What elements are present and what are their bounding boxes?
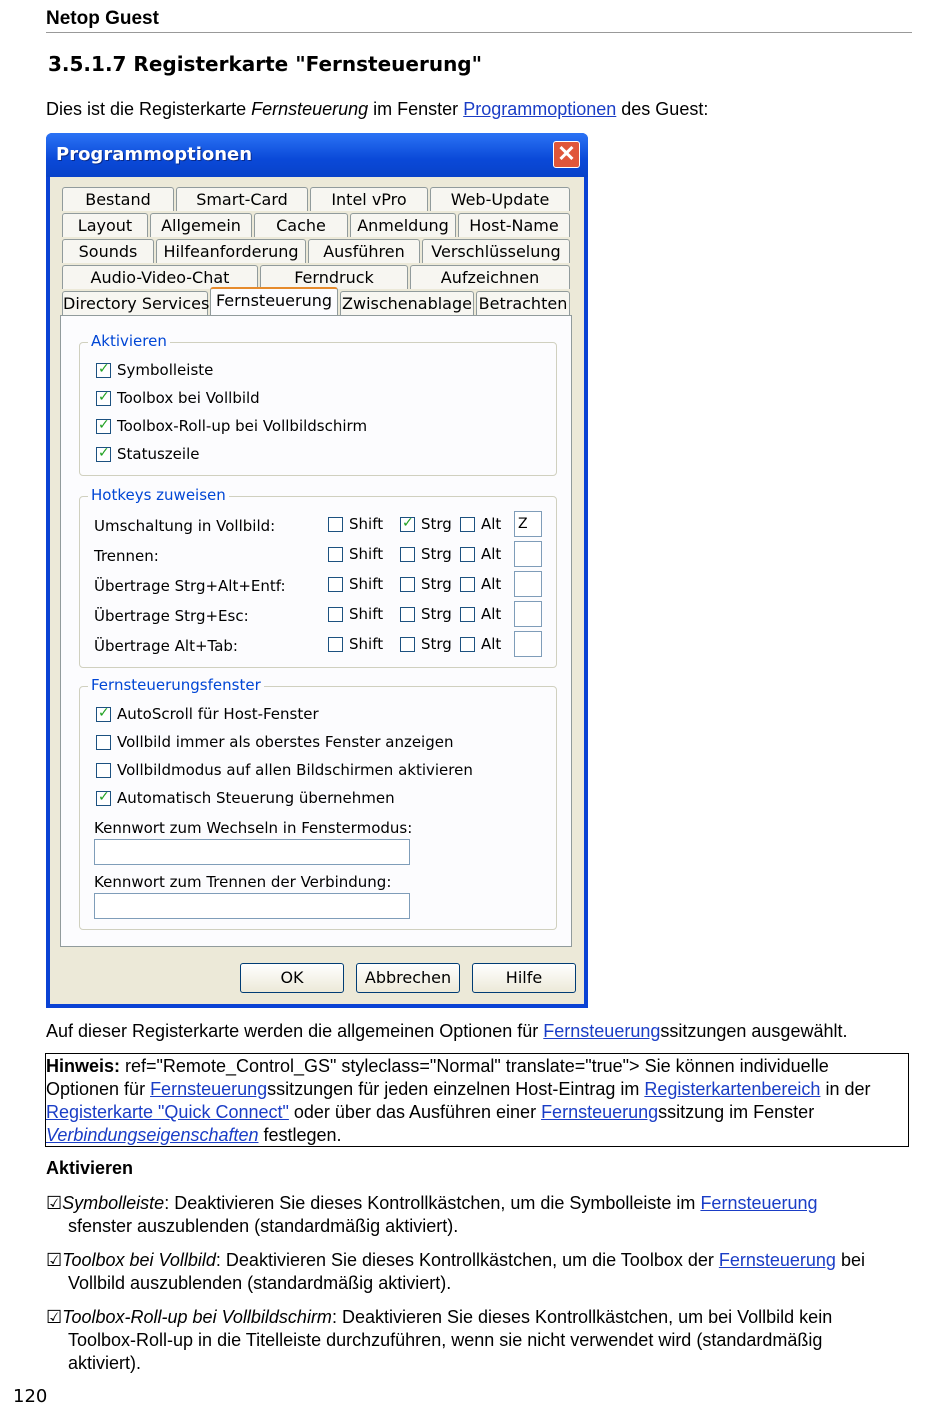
hotkey-alt[interactable] [460,635,501,653]
strg-label: Strg [421,635,452,653]
hotkey-key-input[interactable] [514,541,542,567]
cb-vollbildmodus-alle[interactable] [96,761,473,779]
shift-label: Shift [349,575,384,593]
strg-label: Strg [421,605,452,623]
item-name: Toolbox bei Vollbild [62,1250,216,1270]
cb-label: Vollbild immer als oberstes Fenster anzeigen [117,733,454,751]
alt-label: Alt [481,635,502,653]
note-text: festlegen. [258,1125,342,1145]
item-text: : Deaktivieren Sie dieses Kontrollkästchen, um die Symbolleiste im [164,1193,701,1213]
options-dialog [46,133,588,1008]
tab-host-name[interactable]: Host-Name [458,213,570,237]
tab-layout[interactable]: Layout [62,213,148,237]
note-text: oder über das Ausführen einer [288,1102,542,1122]
list-item [46,1306,912,1375]
hotkey-strg[interactable] [400,605,452,623]
checkbox-icon[interactable] [96,763,111,778]
tab-directory-services[interactable]: Directory Services [62,291,208,315]
cb-label: Vollbildmodus auf allen Bildschirmen aktivieren [117,761,473,779]
hotkey-label: Übertrage Strg+Esc: [94,607,249,625]
cb-toolbox-vollbild[interactable] [96,389,260,407]
checkbox-checked-icon[interactable] [96,391,111,406]
close-icon[interactable]: ✕ [553,141,580,168]
item-name: Symbolleiste [62,1193,165,1213]
cb-vollbild-oberstes[interactable] [96,733,453,751]
tab-smart-card[interactable]: Smart-Card [176,187,308,211]
item-name: Toolbox-Roll-up bei Vollbildschirm [62,1307,332,1327]
hotkey-key-input[interactable] [514,631,542,657]
cb-toolbox-rollup[interactable] [96,417,367,435]
cancel-button[interactable]: Abbrechen [356,963,460,993]
alt-label: Alt [481,605,502,623]
link-fernsteuerung[interactable]: Fernsteuerung [718,1250,836,1270]
hotkey-shift[interactable] [328,635,383,653]
checkbox-checked-icon[interactable] [96,791,111,806]
shift-label: Shift [349,515,384,533]
section-heading: 3.5.1.7 Registerkarte "Fernsteuerung" [48,52,483,76]
note-text: ref="Remote_Control_GS" styleclass="Normal" translate="true"> Sie können individuelle [120,1056,829,1076]
intro-text-mid: im Fenster [368,99,464,119]
after-text: Auf dieser Registerkarte werden die allgemeinen Optionen für [46,1021,544,1041]
note-box [45,1053,909,1147]
checkbox-checked-icon: ☑ [46,1307,63,1327]
dialog-body [50,177,584,1004]
tab-betrachten[interactable]: Betrachten [476,291,570,315]
hotkey-key-input[interactable] [514,601,542,627]
checkbox-icon[interactable] [96,735,111,750]
checkbox-checked-icon[interactable] [96,363,111,378]
item-text: : Deaktivieren Sie dieses Kontrollkästchen, um bei Vollbild kein [331,1307,833,1327]
tab-aufzeichnen[interactable]: Aufzeichnen [410,265,570,289]
item-text: sfenster auszublenden (standardmäßig aktiviert). [68,1216,459,1236]
dialog-title: Programmoptionen [56,144,253,165]
cb-label: Toolbox bei Vollbild [117,389,260,407]
hotkey-shift[interactable] [328,575,383,593]
ok-button[interactable]: OK [240,963,344,993]
tab-cache[interactable]: Cache [254,213,348,237]
hotkey-shift[interactable] [328,515,383,533]
tab-audio-video-chat[interactable]: Audio-Video-Chat [62,265,258,289]
tab-allgemein[interactable]: Allgemein [150,213,252,237]
link-verbindungseigenschaften[interactable]: Verbindungseigenschaften [46,1125,259,1145]
pw-disconnect-input[interactable] [94,893,410,919]
tab-panel [60,315,572,947]
group-hotkeys-title: Hotkeys zuweisen [88,486,229,504]
group-aktivieren-title: Aktivieren [88,332,170,350]
pw-switch-input[interactable] [94,839,410,865]
checkbox-checked-icon[interactable] [96,447,111,462]
hotkey-label: Übertrage Strg+Alt+Entf: [94,577,286,595]
list-item [46,1192,912,1238]
item-text: Toolbox-Roll-up in die Titelleiste durchzuführen, wenn sie nicht verwendet wird (standardmäßig [68,1330,823,1350]
tab-zwischenablage[interactable]: Zwischenablage [340,291,474,315]
link-fernsteuerung[interactable]: Fernsteuerung [543,1021,661,1041]
intro-text: Dies ist die Registerkarte [46,99,252,119]
shift-label: Shift [349,545,384,563]
checkbox-checked-icon[interactable] [96,419,111,434]
hotkey-alt[interactable] [460,605,501,623]
header-rule [46,32,912,33]
cb-label: Automatisch Steuerung übernehmen [117,789,395,807]
strg-label: Strg [421,515,452,533]
cb-symbolleiste[interactable] [96,361,213,379]
hotkey-label: Übertrage Alt+Tab: [94,637,238,655]
cb-auto-steuerung[interactable] [96,789,395,807]
list-item [46,1249,912,1295]
group-hotkeys [79,486,557,668]
tab-sounds[interactable]: Sounds [62,239,154,263]
after-text-post: ssitzungen ausgewählt. [660,1021,848,1041]
running-header: Netop Guest [46,8,159,29]
tab-verschluesselung[interactable]: Verschlüsselung [422,239,570,263]
group-aktivieren [79,332,557,476]
cb-statuszeile[interactable] [96,445,199,463]
alt-label: Alt [481,575,502,593]
group-window-title: Fernsteuerungsfenster [88,676,264,694]
note-text: in der [820,1079,871,1099]
hotkey-strg[interactable] [400,575,452,593]
cb-autoscroll[interactable] [96,705,319,723]
tab-intel-vpro[interactable]: Intel vPro [310,187,428,211]
alt-label: Alt [481,545,502,563]
tab-hilfeanforderung[interactable]: Hilfeanforderung [156,239,306,263]
after-paragraph [46,1020,847,1043]
hotkey-key-input[interactable]: Z [514,511,542,537]
group-fernsteuerungsfenster [79,676,557,930]
subheading-aktivieren: Aktivieren [46,1158,134,1178]
link-registerkartenbereich[interactable]: Registerkartenbereich [644,1079,821,1099]
page-number: 120 [13,1386,48,1407]
cb-label: Symbolleiste [117,361,214,379]
hotkey-strg[interactable] [400,515,452,533]
tab-web-update[interactable]: Web-Update [430,187,570,211]
tab-bestand[interactable]: Bestand [62,187,174,211]
shift-label: Shift [349,605,384,623]
checkbox-checked-icon[interactable] [96,707,111,722]
hotkey-alt[interactable] [460,515,501,533]
hotkey-alt[interactable] [460,545,501,563]
item-text: Vollbild auszublenden (standardmäßig aktiviert). [68,1273,452,1293]
note-text: ssitzung im Fenster [658,1102,815,1122]
item-text: bei [835,1250,865,1270]
checkbox-checked-icon: ☑ [46,1250,63,1270]
link-programmoptionen[interactable]: Programmoptionen [463,99,617,119]
hotkey-alt[interactable] [460,575,501,593]
pw-switch-label: Kennwort zum Wechseln in Fenstermodus: [94,819,413,837]
link-fernsteuerung[interactable]: Fernsteuerung [541,1102,659,1122]
tab-anmeldung[interactable]: Anmeldung [350,213,456,237]
link-fernsteuerung[interactable]: Fernsteuerung [700,1193,818,1213]
link-quick-connect[interactable]: Registerkarte "Quick Connect" [46,1102,289,1122]
note-text: ssitzungen für jeden einzelnen Host-Eintrag im [267,1079,645,1099]
intro-paragraph [46,98,708,121]
item-text: aktiviert). [68,1353,142,1373]
hotkey-shift[interactable] [328,545,383,563]
strg-label: Strg [421,575,452,593]
intro-tab-name: Fernsteuerung [251,99,369,119]
cb-label: Toolbox-Roll-up bei Vollbildschirm [117,417,368,435]
hotkey-shift[interactable] [328,605,383,623]
pw-disconnect-label: Kennwort zum Trennen der Verbindung: [94,873,392,891]
note-label: Hinweis: [46,1056,121,1076]
tab-ferndruck[interactable]: Ferndruck [260,265,408,289]
note-text: Optionen für [46,1079,151,1099]
hotkey-strg[interactable] [400,635,452,653]
link-fernsteuerung[interactable]: Fernsteuerung [150,1079,268,1099]
hotkey-key-input[interactable] [514,571,542,597]
shift-label: Shift [349,635,384,653]
checkbox-checked-icon: ☑ [46,1193,63,1213]
hotkey-label: Trennen: [94,547,159,565]
dialog-titlebar [46,133,588,177]
hotkey-strg[interactable] [400,545,452,563]
hotkey-label: Umschaltung in Vollbild: [94,517,276,535]
alt-label: Alt [481,515,502,533]
intro-text-post: des Guest: [616,99,709,119]
strg-label: Strg [421,545,452,563]
cb-label: Statuszeile [117,445,200,463]
tab-fernsteuerung[interactable]: Fernsteuerung [210,287,338,315]
cb-label: AutoScroll für Host-Fenster [117,705,319,723]
tab-ausfuehren[interactable]: Ausführen [308,239,420,263]
item-text: : Deaktivieren Sie dieses Kontrollkästchen, um die Toolbox der [215,1250,719,1270]
help-button[interactable]: Hilfe [472,963,576,993]
